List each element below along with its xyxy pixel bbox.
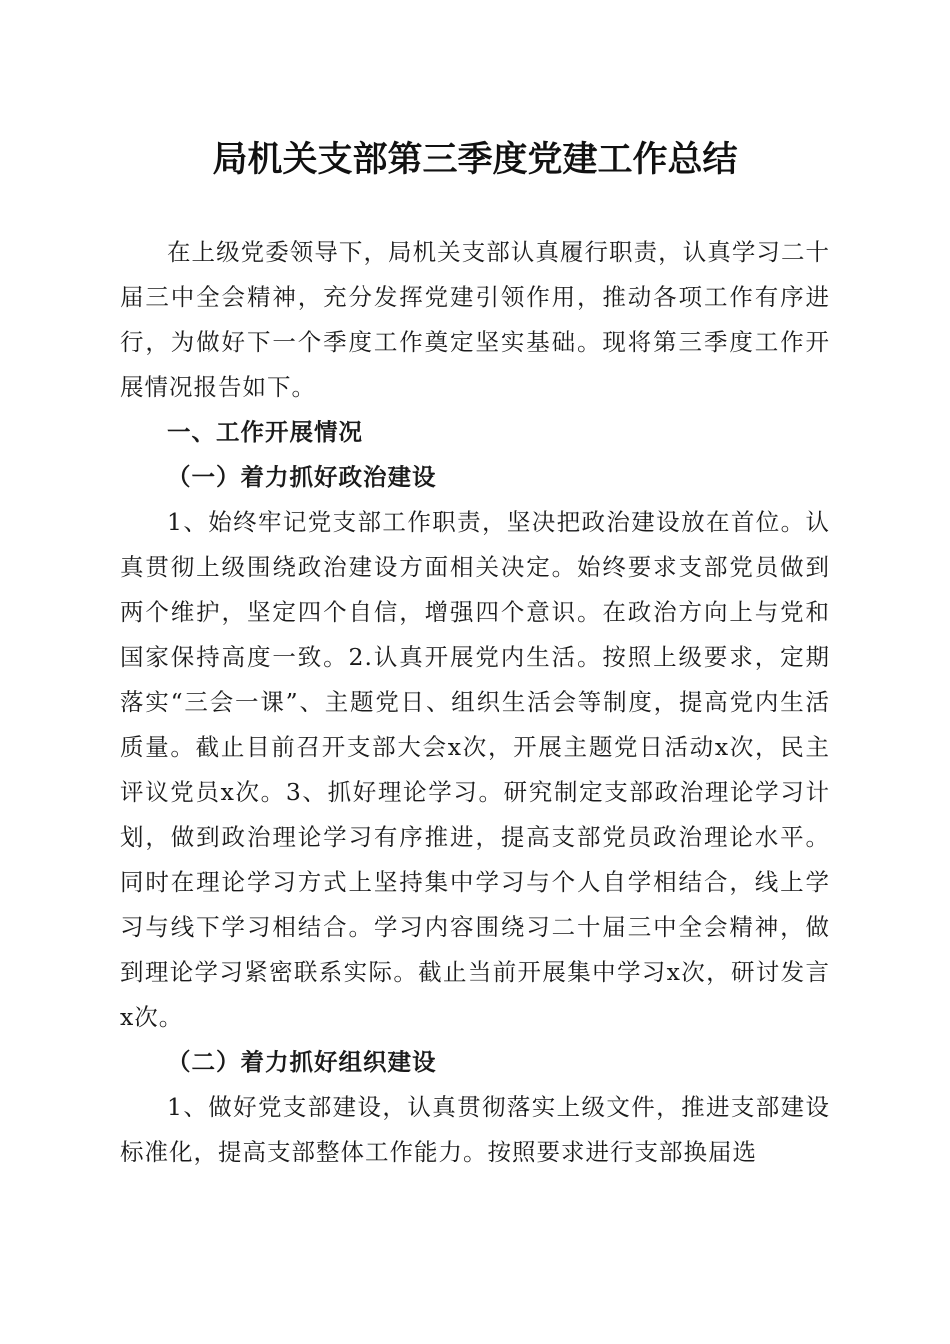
section-heading-work-status: 一、工作开展情况 [167,418,363,446]
subsection-heading-political-construction: （一）着力抓好政治建设 [167,463,437,491]
intro-paragraph: 在上级党委领导下，局机关支部认真履行职责，认真学习二十届三中全会精神，充分发挥党建引领作用，推动各项工作有序进行，为做好下一个季度工作奠定坚实基础。现将第三季度工作开展情况报告如下。 [120,238,830,401]
document-body [120,230,830,1175]
organization-construction-paragraph: 1、做好党支部建设，认真贯彻落实上级文件，推进支部建设标准化，提高支部整体工作能力。按照要求进行支部换届选 [120,1093,830,1166]
political-construction-paragraph: 1、始终牢记党支部工作职责，坚决把政治建设放在首位。认真贯彻上级围绕政治建设方面相关决定。始终要求支部党员做到两个维护，坚定四个自信，增强四个意识。在政治方向上与党和国家保持高度一致。2.认真开展党内生活。按照上级要求，定期落实“三会一课”、主题党日、组织生活会等制度，提高党内生活质量。截止目前召开支部大会x次，开展主题党日活动x次，民主评议党员x次。3、抓好理论学习。研究制定支部政治理论学习计划，做到政治理论学习有序推进，提高支部党员政治理论水平。同时在理论学习方式上坚持集中学习与个人自学相结合，线上学习与线下学习相结合。学习内容围绕习二十届三中全会精神，做到理论学习紧密联系实际。截止当前开展集中学习x次，研讨发言x次。 [120,508,830,1031]
subsection-heading-organization-construction: （二）着力抓好组织建设 [167,1048,437,1076]
document-title: 局机关支部第三季度党建工作总结 [212,139,738,180]
